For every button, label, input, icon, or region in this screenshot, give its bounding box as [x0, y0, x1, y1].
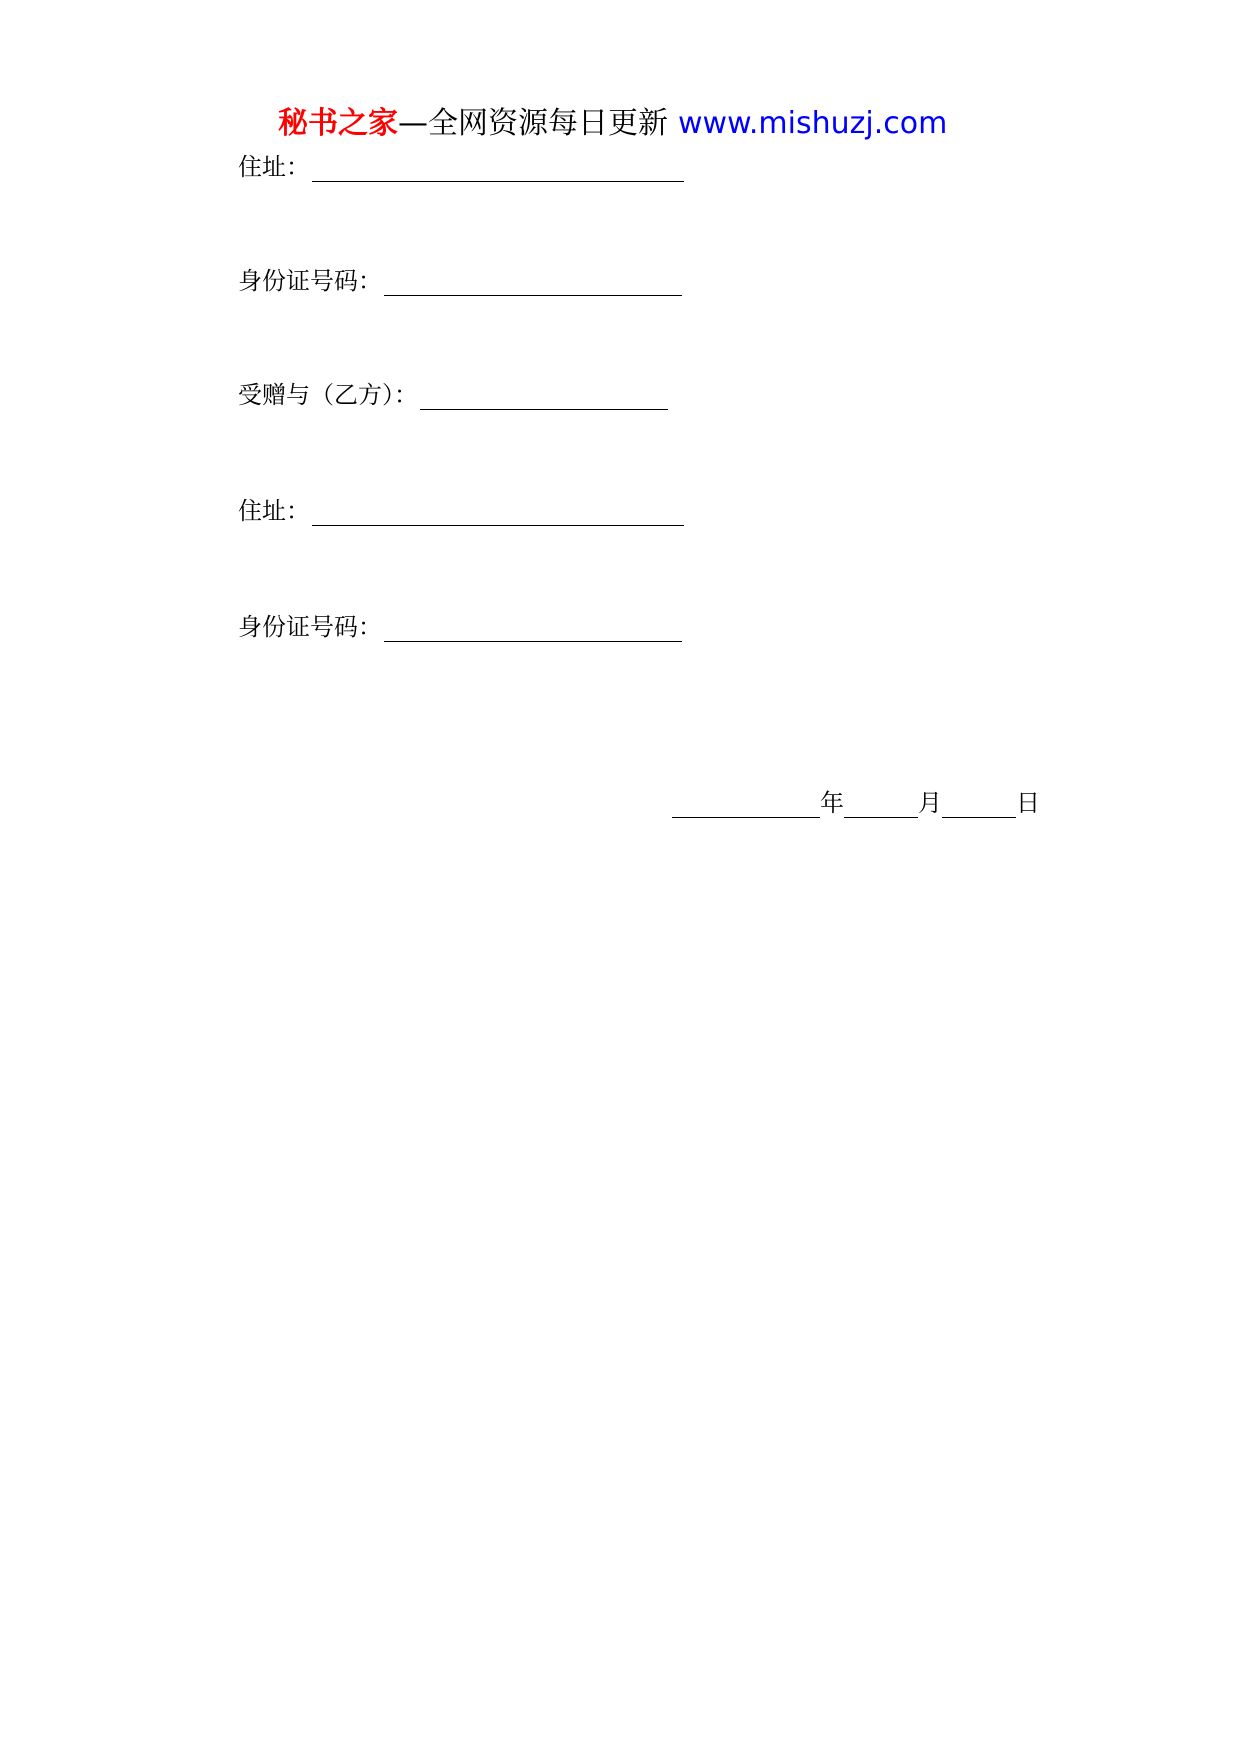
donee-id-label: 身份证号码： — [238, 613, 382, 641]
signing-date — [672, 778, 1040, 818]
donor-address-label: 住址： — [238, 153, 310, 181]
donor-id-blank[interactable] — [384, 269, 682, 296]
donee-address-label: 住址： — [238, 497, 310, 525]
donee-address-field — [238, 486, 684, 526]
day-blank[interactable] — [942, 791, 1016, 818]
donor-id-field — [238, 256, 682, 296]
brand-tagline: —全网资源每日更新 — [398, 106, 668, 141]
brand-url-link[interactable]: www.mishuzj.com — [678, 106, 948, 141]
donee-label: 受赠与（乙方）： — [238, 381, 418, 409]
watermark-header — [278, 102, 947, 146]
donee-id-blank[interactable] — [384, 615, 682, 642]
month-blank[interactable] — [844, 791, 918, 818]
day-label: 日 — [1016, 789, 1040, 817]
brand-name: 秘书之家 — [278, 106, 398, 141]
month-label: 月 — [918, 789, 942, 817]
donee-name-blank[interactable] — [420, 383, 668, 410]
donor-address-field — [238, 142, 684, 182]
donee-field — [238, 370, 668, 410]
year-label: 年 — [820, 789, 844, 817]
year-blank[interactable] — [672, 791, 820, 818]
donee-address-blank[interactable] — [312, 499, 684, 526]
donee-id-field — [238, 602, 682, 642]
donor-address-blank[interactable] — [312, 155, 684, 182]
donor-id-label: 身份证号码： — [238, 267, 382, 295]
